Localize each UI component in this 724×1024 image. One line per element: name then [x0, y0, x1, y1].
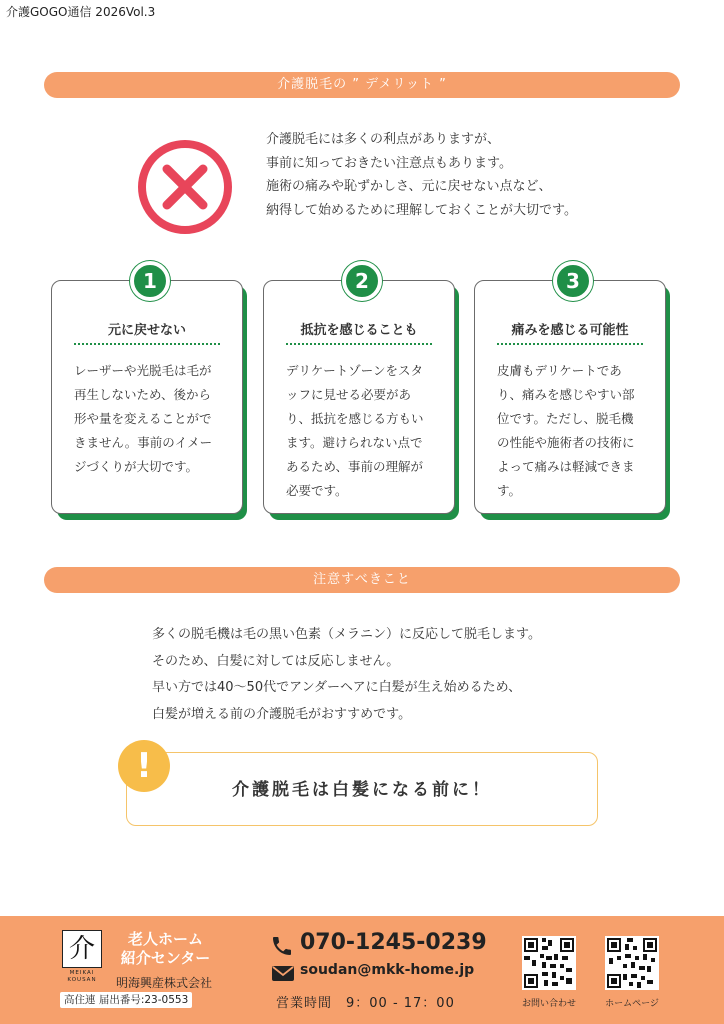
card-panel	[51, 269, 243, 514]
section-title-cautions: 注意すべきこと	[44, 567, 680, 593]
card-body	[497, 359, 649, 503]
section-title-demerits: 介護脱毛の ” デメリット ”	[44, 72, 680, 98]
footer	[0, 916, 724, 1024]
callout-box	[126, 752, 598, 826]
company-name: 明海興産株式会社	[116, 976, 213, 990]
card-body	[74, 359, 226, 479]
card-line: きません。事前のイメー	[74, 435, 213, 450]
org-name-line: 紹介センター	[120, 949, 211, 967]
qr-label-contact: お問い合わせ	[521, 999, 576, 1009]
demerit-card-2	[263, 269, 459, 520]
card-line: 再生しないため、後から	[74, 387, 212, 402]
qr-label-homepage: ホームページ	[605, 999, 659, 1009]
license-number: 高住連 届出番号:23-0553	[60, 992, 192, 1008]
newsletter-header: 介護GOGO通信 2026Vol.3	[6, 5, 156, 19]
qr-code-contact-icon[interactable]	[522, 936, 576, 990]
intro-line: 施術の痛みや恥ずかしさ、元に戻せない点など、	[266, 179, 552, 194]
demerit-card-3	[474, 269, 670, 520]
mail-icon	[272, 966, 294, 981]
dotted-divider	[74, 343, 220, 345]
org-name	[113, 930, 218, 968]
card-title: 元に戻せない	[107, 323, 186, 338]
note-line: 早い方では40〜50代でアンダーヘアに白髪が生え始めるため、	[152, 680, 522, 695]
phone-icon	[270, 934, 294, 958]
logo-mark: 介	[68, 934, 95, 964]
logo-sub-line: KOUSAN	[67, 977, 97, 983]
logo-sub-line: MEIKAI	[69, 970, 95, 976]
card-title: 痛みを感じる可能性	[511, 323, 629, 338]
email-address[interactable]: soudan@mkk-home.jp	[300, 962, 475, 978]
demerit-card-1	[51, 269, 247, 520]
business-hours: 営業時間 9：00 - 17：00	[276, 996, 455, 1011]
card-line: り、痛みを感じやすい部	[497, 387, 635, 402]
note-line: そのため、白髪に対しては反応しません。	[152, 653, 400, 669]
card-line: ます。避けられない点で	[286, 435, 423, 450]
intro-line: 納得して始めるために理解しておくことが大切です。	[266, 202, 577, 218]
company-logo	[62, 930, 102, 968]
card-line: デリケートゾーンをスタ	[286, 363, 424, 378]
cross-circle-icon	[135, 137, 235, 237]
exclamation-icon: !	[118, 740, 170, 792]
card-line: あるため、事前の理解が	[286, 459, 424, 474]
org-name-line: 老人ホーム	[127, 930, 203, 948]
card-body	[286, 359, 438, 503]
intro-line: 介護脱毛には多くの利点がありますが、	[266, 132, 501, 147]
card-number-badge: 2	[342, 261, 382, 301]
card-line: す。	[497, 483, 522, 498]
card-number-badge: 1	[130, 261, 170, 301]
callout-text: 介護脱毛は白髪になる前に！	[232, 780, 492, 800]
card-line: 皮膚もデリケートであ	[497, 363, 622, 378]
card-line: よって痛みは軽減できま	[497, 459, 635, 474]
dotted-divider	[286, 343, 432, 345]
caution-notes	[152, 622, 541, 728]
card-title: 抵抗を感じることも	[300, 323, 418, 338]
dotted-divider	[497, 343, 643, 345]
card-line: ジづくりが大切です。	[74, 459, 199, 474]
intro-text	[266, 128, 686, 222]
card-panel	[474, 269, 666, 514]
card-line: 位です。ただし、脱毛機	[497, 411, 634, 426]
card-number-badge: 3	[553, 261, 593, 301]
card-line: 必要です。	[286, 483, 348, 498]
card-line: り、抵抗を感じる方もい	[286, 411, 424, 426]
intro-line: 事前に知っておきたい注意点もあります。	[266, 155, 512, 171]
phone-number[interactable]: 070-1245-0239	[300, 930, 487, 955]
card-line: ッフに見せる必要があ	[286, 387, 412, 402]
logo-subtext	[58, 970, 106, 984]
card-line: の性能や施術者の技術に	[497, 435, 635, 450]
card-line: レーザーや光脱毛は毛が	[74, 363, 212, 378]
card-line: 形や量を変えることがで	[74, 411, 212, 426]
note-line: 白髪が増える前の介護脱毛がおすすめです。	[152, 706, 412, 722]
card-panel	[263, 269, 455, 514]
qr-code-homepage-icon[interactable]	[605, 936, 659, 990]
note-line: 多くの脱毛機は毛の黒い色素（メラニン）に反応して脱毛します。	[152, 627, 541, 642]
